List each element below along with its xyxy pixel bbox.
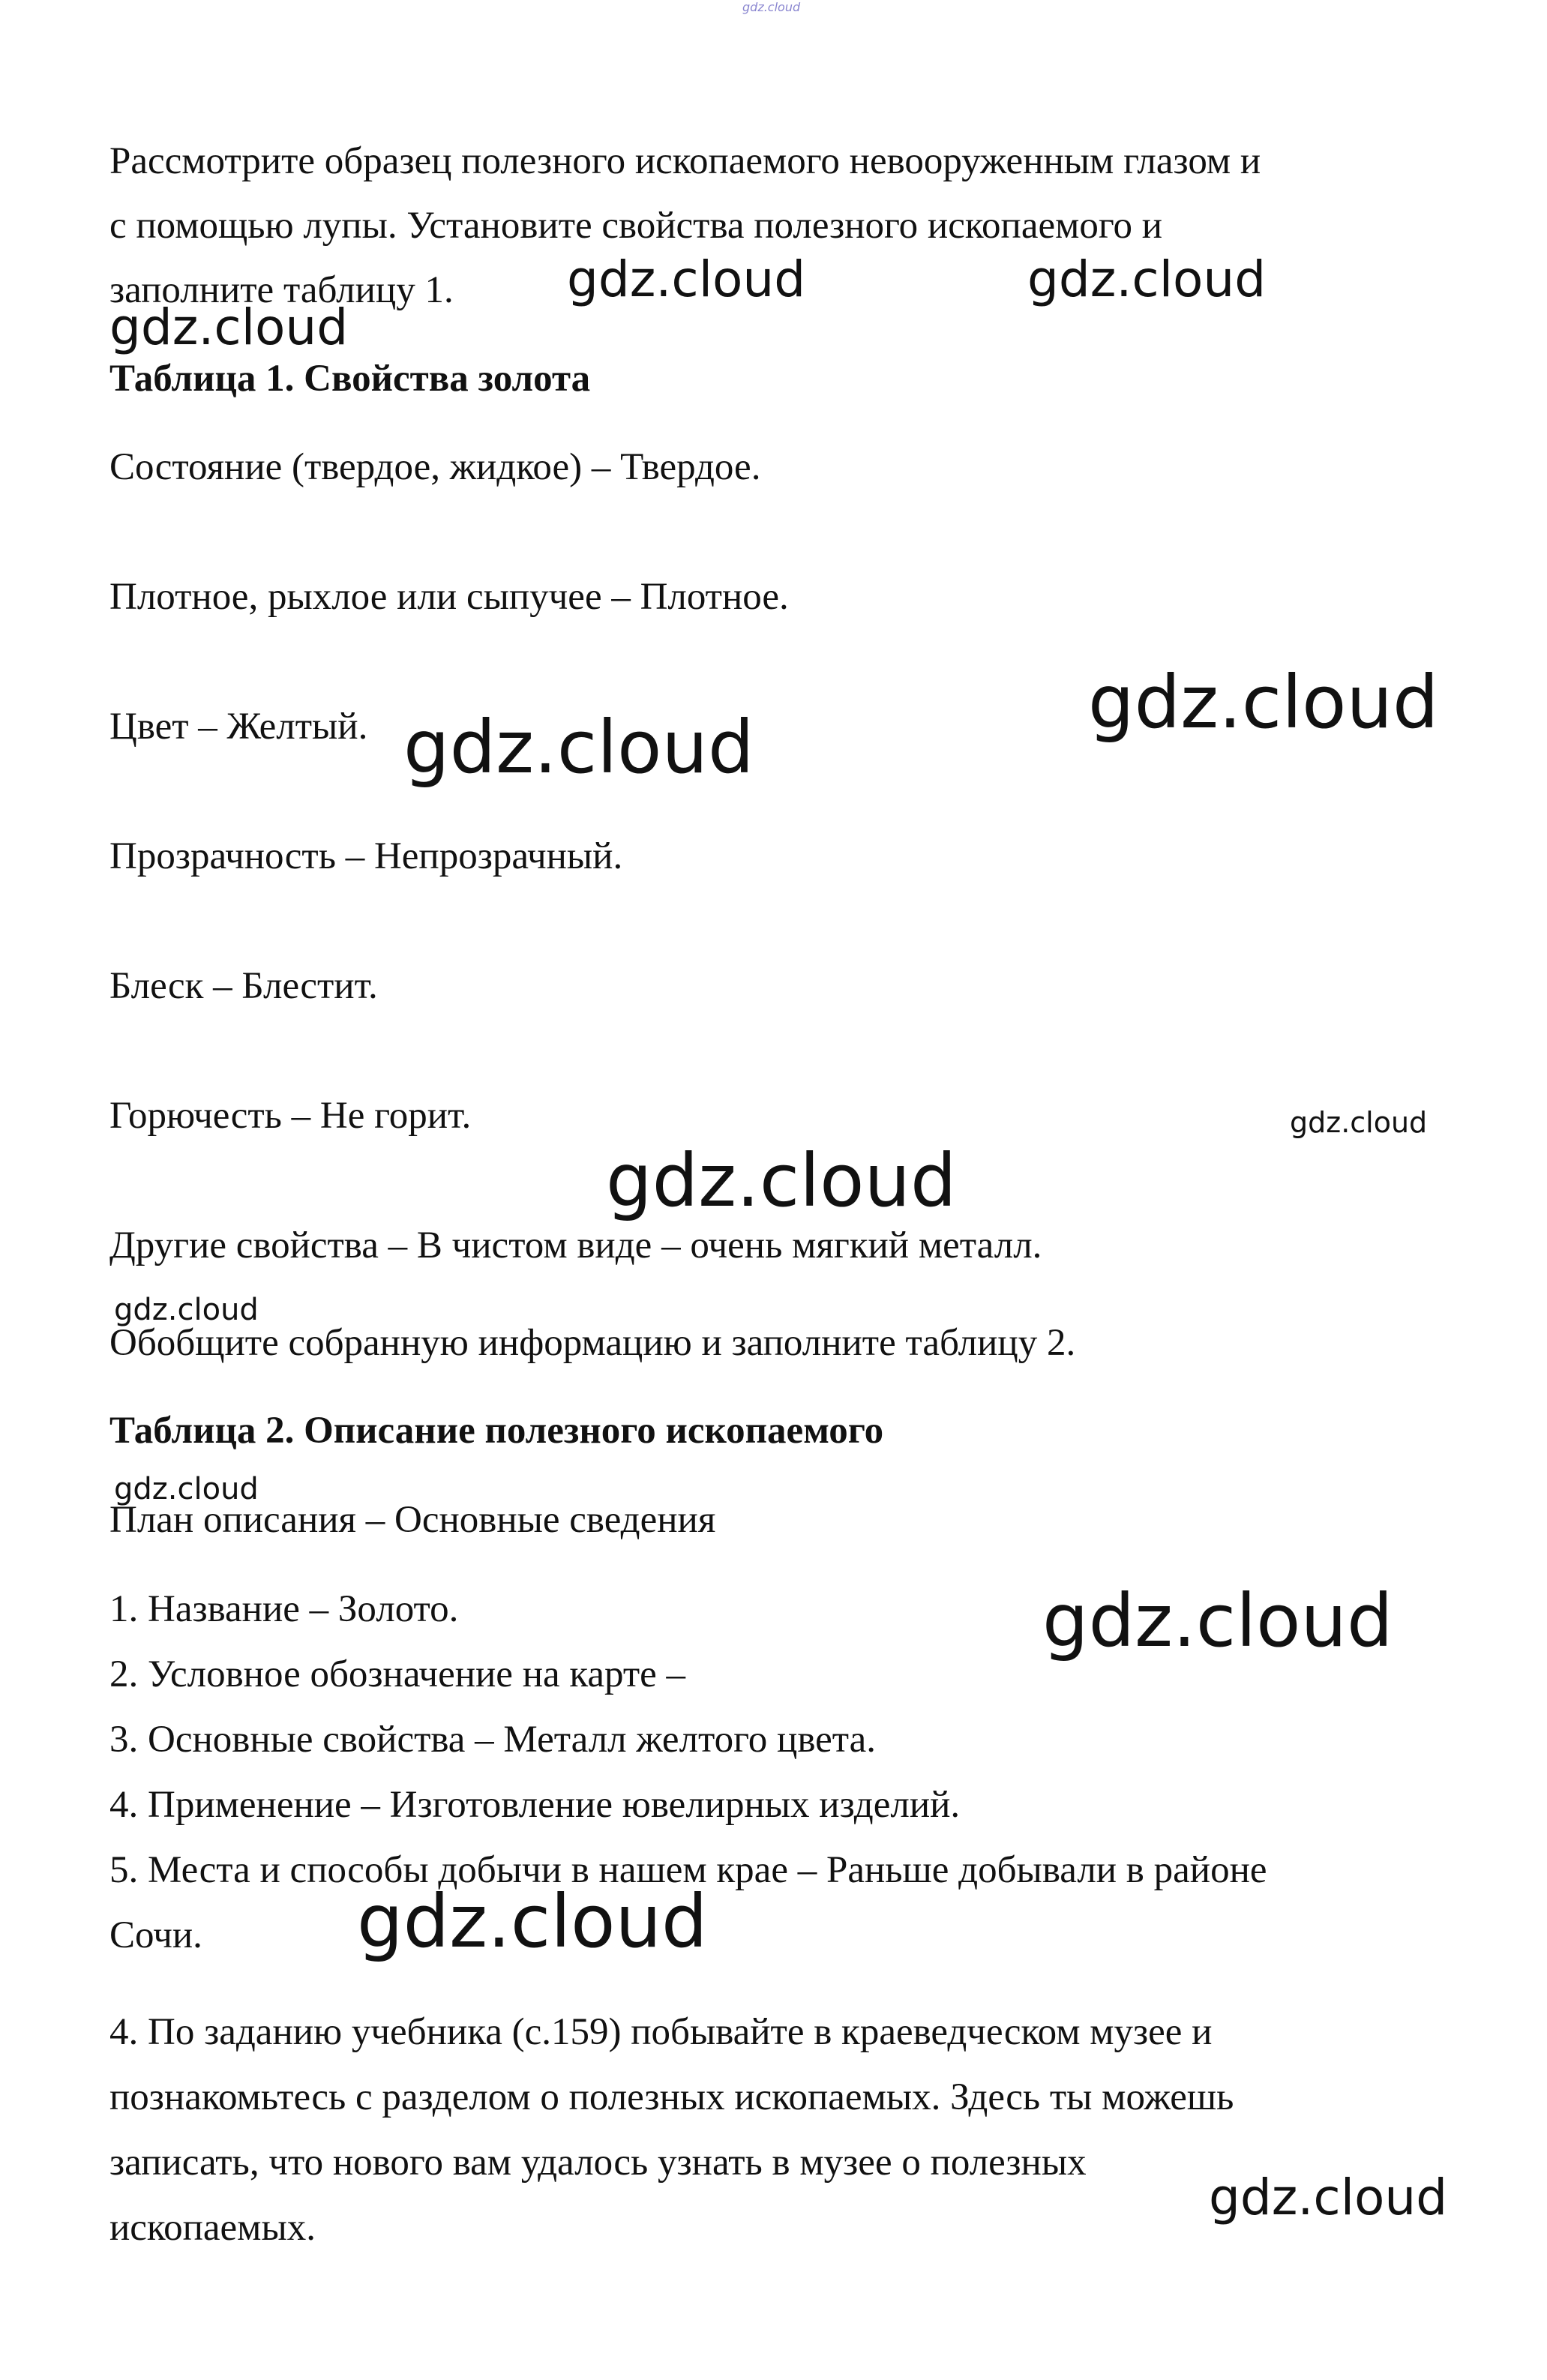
watermark: gdz.cloud: [109, 298, 349, 356]
table2-item-mining-sites: 5. Места и способы добычи в нашем крае – Раньше добывали в районе: [109, 1849, 1267, 1891]
table1-item-state: Состояние (твердое, жидкое) – Твердое.: [109, 446, 761, 488]
table1-item-flammability: Горючесть – Не горит.: [109, 1095, 472, 1137]
watermark: gdz.cloud: [114, 1293, 259, 1327]
table2-header: План описания – Основные сведения: [109, 1499, 716, 1541]
table1-item-color: Цвет – Желтый.: [109, 706, 368, 748]
table1-item-density: Плотное, рыхлое или сыпучее – Плотное.: [109, 576, 789, 618]
table2-item-properties: 3. Основные свойства – Металл желтого цвета.: [109, 1719, 877, 1761]
watermark: gdz.cloud: [1088, 660, 1439, 745]
task4-line-3: записать, что нового вам удалось узнать в музее о полезных: [109, 2142, 1087, 2184]
summary-text: Обобщите собранную информацию и заполните таблицу 2.: [109, 1322, 1076, 1364]
intro-line-3: заполните таблицу 1.: [109, 269, 454, 311]
watermark: gdz.cloud: [114, 1472, 259, 1506]
table2-item-mining-sites-cont: Сочи.: [109, 1914, 202, 1956]
watermark: gdz.cloud: [1042, 1578, 1393, 1663]
table2-title: Таблица 2. Описание полезного ископаемого: [109, 1410, 884, 1452]
watermark: gdz.cloud: [1209, 2169, 1448, 2226]
watermark: gdz.cloud: [357, 1879, 708, 1964]
top-watermark: gdz.cloud: [742, 0, 801, 14]
task4-line-4: ископаемых.: [109, 2207, 316, 2249]
table2-item-application: 4. Применение – Изготовление ювелирных изделий.: [109, 1784, 961, 1826]
watermark: gdz.cloud: [606, 1138, 957, 1223]
intro-line-1: Рассмотрите образец полезного ископаемого невооруженным глазом и: [109, 140, 1261, 182]
table2-item-name: 1. Название – Золото.: [109, 1588, 459, 1630]
watermark: gdz.cloud: [1027, 250, 1267, 308]
watermark: gdz.cloud: [403, 705, 754, 790]
table1-item-other: Другие свойства – В чистом виде – очень мягкий металл.: [109, 1224, 1042, 1266]
table2-item-map-symbol: 2. Условное обозначение на карте –: [109, 1653, 686, 1695]
table1-title: Таблица 1. Свойства золота: [109, 358, 591, 400]
table1-item-transparency: Прозрачность – Непрозрачный.: [109, 835, 623, 877]
watermark: gdz.cloud: [1290, 1106, 1428, 1139]
task4-line-2: познакомьтесь с разделом о полезных ископаемых. Здесь ты можешь: [109, 2076, 1234, 2118]
task4-line-1: 4. По заданию учебника (с.159) побывайте в краеведческом музее и: [109, 2011, 1213, 2053]
table1-item-luster: Блеск – Блестит.: [109, 965, 378, 1007]
intro-line-2: с помощью лупы. Установите свойства полезного ископаемого и: [109, 205, 1163, 247]
watermark: gdz.cloud: [567, 250, 806, 308]
